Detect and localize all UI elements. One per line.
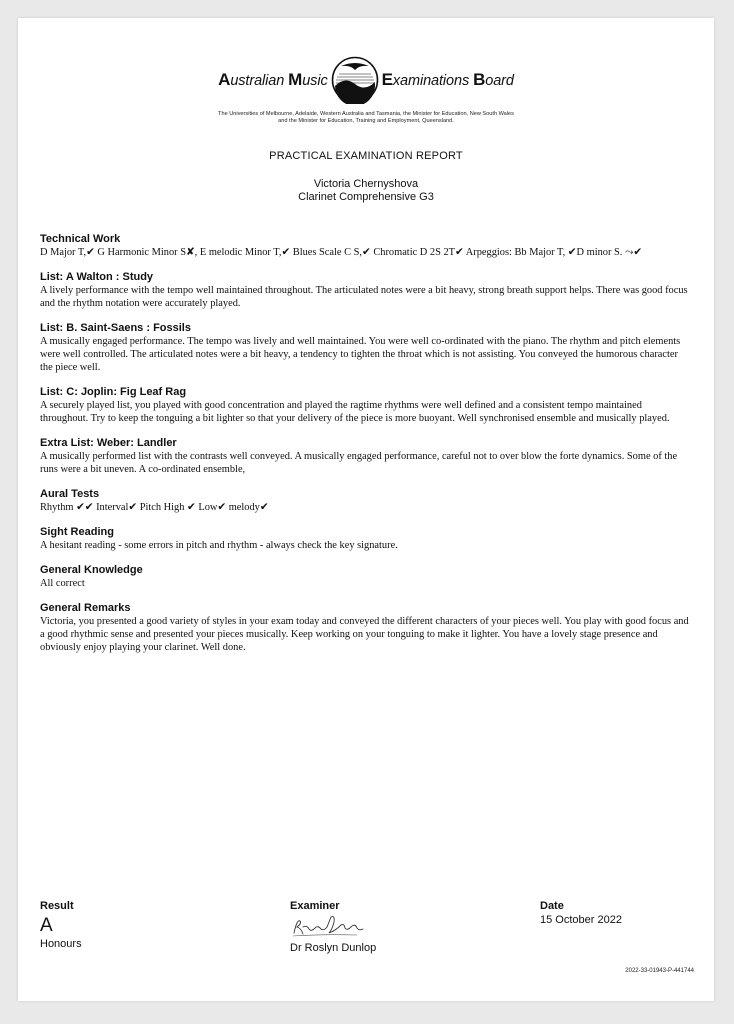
section-heading: Technical Work [40, 233, 121, 245]
section-list-a [40, 270, 690, 310]
section-aural-tests [40, 487, 690, 514]
section-text: A securely played list, you played with good concentration and played the ragtime rhythms were well defined and a consistent tempo maintained throughout. Try to keep the tonguing a bit lighter so that your delivery of the piece is more buoyant. Well synchronised ensemble and musically played. [40, 400, 670, 424]
section-general-remarks [40, 601, 690, 654]
section-heading: General Remarks [40, 602, 131, 614]
section-text: A musically performed list with the contrasts well conveyed. A musically engaged performance, careful not to over blow the forte dynamics. Some of the runs were a bit uneven. A co-ordinated ensemble, [40, 451, 678, 475]
candidate-name: Victoria Chernyshova [313, 178, 419, 190]
section-text: D Major T,✔ G Harmonic Minor S✘, E melodic Minor T,✔ Blues Scale C S,✔ Chromatic D 2S 2T✔ Arpeggios: Bb Major T, ✔D minor S. ⤳✔ [40, 247, 643, 258]
report-page [18, 18, 714, 1001]
section-text: All correct [40, 578, 85, 589]
section-heading: Aural Tests [40, 488, 100, 500]
section-text: A musically engaged performance. The tempo was lively and well maintained. You were well co-ordinated with the piano. The rhythm and pitch elements were well controlled. The articulated notes were a bit heavy, a tendency to tighten the throat which is not assisting. You conveyed the humorous character the piece well. [40, 336, 681, 373]
ameb-seal-icon [331, 56, 379, 104]
reference-number: 2022-33-01943-P-441744 [625, 968, 694, 974]
examiner-label: Examiner [290, 900, 340, 912]
section-heading: List: B. Saint-Saens : Fossils [40, 322, 191, 334]
result-grade: A [40, 915, 53, 936]
org-name-left: Australian Music [218, 70, 328, 89]
ameb-logo [18, 55, 714, 105]
result-description: Honours [40, 938, 82, 950]
examiner-signature [291, 913, 367, 939]
report-title: PRACTICAL EXAMINATION REPORT [269, 150, 463, 162]
section-text: A lively performance with the tempo well maintained throughout. The articulated notes were a bit heavy, strong breath support helps. There was good focus and the rhythm notation were accurately played. [40, 285, 688, 309]
exam-name: Clarinet Comprehensive G3 [298, 191, 434, 203]
section-heading: Sight Reading [40, 526, 114, 538]
section-text: A hesitant reading - some errors in pitch and rhythm - always check the key signature. [40, 540, 398, 551]
examiner-name: Dr Roslyn Dunlop [290, 942, 377, 954]
result-label: Result [40, 900, 74, 912]
section-heading: General Knowledge [40, 564, 143, 576]
section-extra-list [40, 436, 690, 476]
section-heading: Extra List: Weber: Landler [40, 437, 177, 449]
section-list-b [40, 321, 690, 374]
section-text: Victoria, you presented a good variety of styles in your exam today and conveyed the different characters of your pieces well. You play with good focus and a good rhythmic sense and presented your pieces musically. Keep working on your tonguing to make it lighter. You have a lovely stage presence and obviously enjoy playing your clarinet. Well done. [40, 616, 689, 653]
section-list-c [40, 385, 690, 425]
date-label: Date [540, 900, 564, 912]
section-heading: List: A Walton : Study [40, 271, 154, 283]
section-general-knowledge [40, 563, 690, 590]
section-text: Rhythm ✔✔ Interval✔ Pitch High ✔ Low✔ melody✔ [40, 502, 269, 513]
section-heading: List: C: Joplin: Fig Leaf Rag [40, 386, 187, 398]
exam-date: 15 October 2022 [540, 914, 622, 926]
org-name-right: Examinations Board [381, 70, 514, 89]
report-body [40, 232, 690, 665]
section-sight-reading [40, 525, 690, 552]
universities-statement: The Universities of Melbourne, Adelaide, Western Australia and Tasmania, the Minister for Education, New South Wales and the Minister for Education, Training and Employment, Queensland. [218, 111, 514, 124]
section-technical-work [40, 232, 690, 259]
